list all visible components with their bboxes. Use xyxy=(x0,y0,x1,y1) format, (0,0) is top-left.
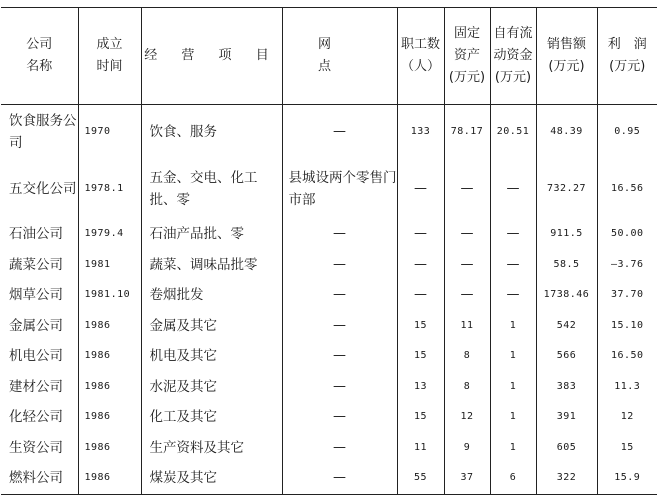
header-profit: 利 润 (万元) xyxy=(597,8,657,105)
table-cell-sales: 322 xyxy=(536,463,597,494)
table-cell-business: 水泥及其它 xyxy=(141,372,282,403)
table-cell-staff: 133 xyxy=(397,105,444,160)
table-cell-profit: 16.56 xyxy=(597,159,657,219)
table-cell-business: 饮食、服务 xyxy=(141,105,282,160)
table-cell-profit: 12 xyxy=(597,402,657,433)
table-cell-business: 煤炭及其它 xyxy=(141,463,282,494)
table-cell-founded: 1970 xyxy=(78,105,141,160)
table-cell-staff: 15 xyxy=(397,402,444,433)
table-cell-business: 蔬菜、调味品批零 xyxy=(141,250,282,281)
table-cell-outlets: — xyxy=(282,105,397,160)
table-cell-fixed-assets: 8 xyxy=(444,372,490,403)
table-cell-profit: 15 xyxy=(597,433,657,464)
table-cell-staff: 15 xyxy=(397,341,444,372)
table-cell-fixed-assets: 37 xyxy=(444,463,490,494)
table-cell-company: 生资公司 xyxy=(9,439,63,456)
table-cell-business: 卷烟批发 xyxy=(141,280,282,311)
table-cell-company: 金属公司 xyxy=(9,317,63,334)
table-row xyxy=(1,372,657,403)
table-cell-outlets: — xyxy=(282,219,397,250)
header-company: 公司 名称 xyxy=(1,8,78,105)
table-cell-fixed-assets: 12 xyxy=(444,402,490,433)
table-cell-company: 饮食服务公司 xyxy=(9,113,77,151)
table-cell-staff: 15 xyxy=(397,311,444,342)
table-row xyxy=(1,433,657,464)
table-cell-company: 五交化公司 xyxy=(9,181,77,197)
table-cell-founded: 1981.10 xyxy=(78,280,141,311)
table-cell-business: 金属及其它 xyxy=(141,311,282,342)
table-cell-company: 燃料公司 xyxy=(1,463,78,494)
table-cell-company: 蔬菜公司 xyxy=(9,256,63,273)
table-cell-staff: — xyxy=(397,219,444,250)
header-working-capital: 自有流 动资金 (万元) xyxy=(490,8,536,105)
table-cell-founded: 1981 xyxy=(78,250,141,281)
table-cell-working-capital: 20.51 xyxy=(490,105,536,160)
table-cell-working-capital: 1 xyxy=(490,341,536,372)
table-cell-fixed-assets: 9 xyxy=(444,433,490,464)
table-cell-staff: — xyxy=(397,280,444,311)
table-cell-sales: 383 xyxy=(536,372,597,403)
table-cell-fixed-assets: — xyxy=(444,159,490,219)
table-cell-company: 建材公司 xyxy=(9,378,63,395)
table-cell-working-capital: — xyxy=(490,219,536,250)
table-cell-staff: 55 xyxy=(397,463,444,494)
table-cell-founded: 1986 xyxy=(78,433,141,464)
table-cell-company: 烟草公司 xyxy=(9,287,63,304)
table-row xyxy=(1,105,657,160)
table-row xyxy=(1,402,657,433)
table-cell-working-capital: 1 xyxy=(490,433,536,464)
table-cell-outlets: — xyxy=(282,311,397,342)
table-cell-outlets: — xyxy=(282,372,397,403)
table-cell-fixed-assets: 78.17 xyxy=(444,105,490,160)
header-fixed-assets: 固定 资产 (万元) xyxy=(444,8,490,105)
table-cell-working-capital: 1 xyxy=(490,402,536,433)
table-cell-business: 化工及其它 xyxy=(141,402,282,433)
table-cell-business: 机电及其它 xyxy=(141,341,282,372)
table-cell-working-capital: 1 xyxy=(490,311,536,342)
table-cell-outlets: — xyxy=(282,402,397,433)
table-cell-sales: 911.5 xyxy=(536,219,597,250)
table-cell-company: 石油公司 xyxy=(9,226,63,243)
table-row xyxy=(1,463,657,494)
table-cell-founded: 1986 xyxy=(78,463,141,494)
table-cell-fixed-assets: — xyxy=(444,280,490,311)
table-cell-company: 机电公司 xyxy=(9,348,63,365)
table-cell-founded: 1979.4 xyxy=(78,219,141,250)
table-cell-fixed-assets: 8 xyxy=(444,341,490,372)
table-cell-business: 生产资料及其它 xyxy=(141,433,282,464)
table-cell-founded: 1986 xyxy=(78,372,141,403)
company-statistics-table xyxy=(1,7,657,495)
table-cell-sales: 566 xyxy=(536,341,597,372)
table-cell-staff: 11 xyxy=(397,433,444,464)
header-founded: 成立 时间 xyxy=(78,8,141,105)
table-cell-working-capital: — xyxy=(490,250,536,281)
table-cell-profit: 15.10 xyxy=(597,311,657,342)
table-cell-sales: 605 xyxy=(536,433,597,464)
table-cell-outlets: 县城设两个零售门市部 xyxy=(282,159,397,219)
table-cell-sales: 1738.46 xyxy=(536,280,597,311)
table-cell-profit: 16.50 xyxy=(597,341,657,372)
table-cell-staff: — xyxy=(397,159,444,219)
table-cell-staff: 13 xyxy=(397,372,444,403)
table-cell-sales: 48.39 xyxy=(536,105,597,160)
table-cell-working-capital: — xyxy=(490,159,536,219)
table-cell-working-capital: 6 xyxy=(490,463,536,494)
header-staff: 职工数 （人） xyxy=(397,8,444,105)
table-cell-founded: 1986 xyxy=(78,341,141,372)
table-cell-profit: —3.76 xyxy=(597,250,657,281)
header-outlets: 网 点 xyxy=(282,8,397,105)
table-row xyxy=(1,311,657,342)
table-row xyxy=(1,341,657,372)
table-cell-outlets: — xyxy=(282,341,397,372)
table-cell-outlets: — xyxy=(282,280,397,311)
table-row xyxy=(1,219,657,250)
table-cell-sales: 542 xyxy=(536,311,597,342)
table-cell-founded: 1978.1 xyxy=(78,159,141,219)
table-cell-fixed-assets: 11 xyxy=(444,311,490,342)
table-cell-working-capital: — xyxy=(490,280,536,311)
table-row xyxy=(1,280,657,311)
table-cell-working-capital: 1 xyxy=(490,372,536,403)
table-cell-business: 石油产品批、零 xyxy=(141,219,282,250)
table-cell-fixed-assets: — xyxy=(444,219,490,250)
table-cell-sales: 391 xyxy=(536,402,597,433)
table-cell-sales: 732.27 xyxy=(536,159,597,219)
table-cell-profit: 37.70 xyxy=(597,280,657,311)
table-cell-business: 五金、交电、化工批、零 xyxy=(141,159,282,219)
table-cell-company: 化轻公司 xyxy=(9,409,63,426)
header-row xyxy=(1,8,657,105)
table-cell-founded: 1986 xyxy=(78,402,141,433)
table-cell-staff: — xyxy=(397,250,444,281)
table-cell-outlets: — xyxy=(282,463,397,494)
table-row xyxy=(1,159,657,219)
table-row xyxy=(1,250,657,281)
table-cell-founded: 1986 xyxy=(78,311,141,342)
header-sales: 销售额 (万元) xyxy=(536,8,597,105)
table-cell-profit: 15.9 xyxy=(597,463,657,494)
table-cell-outlets: — xyxy=(282,250,397,281)
header-business: 经 营 项 目 xyxy=(141,8,282,105)
table-cell-fixed-assets: — xyxy=(444,250,490,281)
table-cell-profit: 11.3 xyxy=(597,372,657,403)
table-cell-sales: 58.5 xyxy=(536,250,597,281)
table-cell-outlets: — xyxy=(282,433,397,464)
table-cell-profit: 0.95 xyxy=(597,105,657,160)
table-cell-profit: 50.00 xyxy=(597,219,657,250)
